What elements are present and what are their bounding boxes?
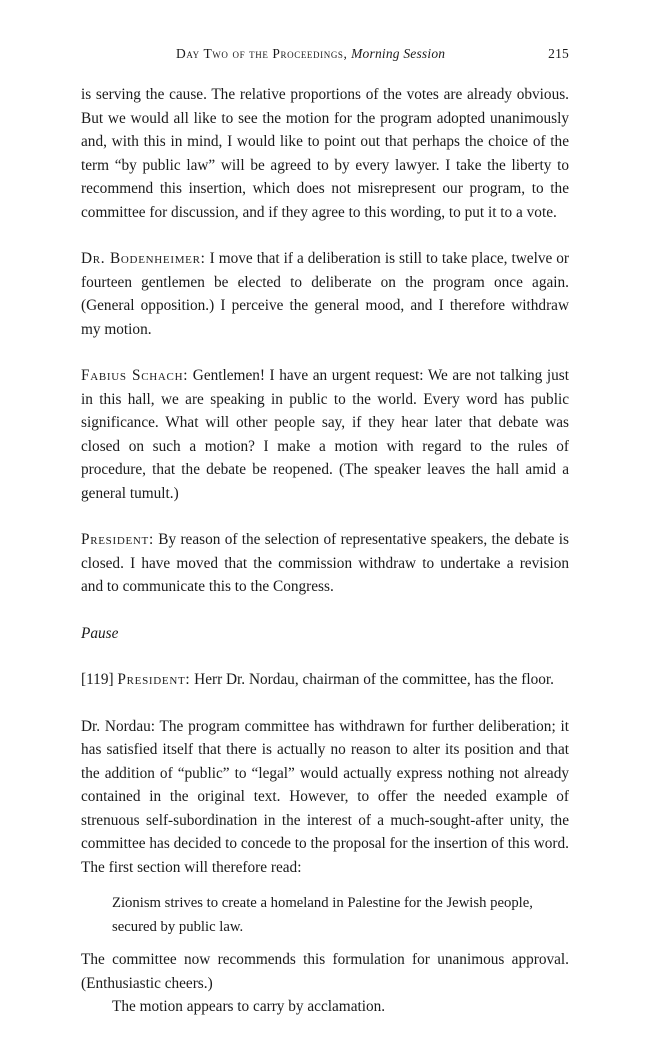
- body-text: [81, 83, 569, 1042]
- speaker-name: President:: [117, 671, 191, 688]
- page-marker: [119]: [81, 671, 114, 688]
- running-head-title-main: Day Two of the Proceedings,: [176, 46, 348, 61]
- speaker-name: Fabius Schach:: [81, 367, 189, 384]
- speech-text: The program committee has withdrawn for further deliberation; it has satisfied itself that there is actually no reason to alter its position and that the addition of “public” to “legal” would actually express nothing not already contained in the original text. However, to offer the needed example of strenuous self-subordination in the interest of a much-sought-after unity, the committee has decided to concede to the proposal for the insertion of this word. The first section will therefore read:: [81, 717, 569, 876]
- paragraph-bodenheimer: [81, 247, 569, 341]
- speaker-name: Dr. Nordau:: [81, 717, 156, 735]
- paragraph-president: [81, 528, 569, 599]
- paragraph-nordau: [81, 715, 569, 880]
- paragraph-acclamation: The motion appears to carry by acclamation.: [112, 998, 386, 1015]
- paragraph-president-floor: [81, 668, 569, 692]
- speech-text: I move that if a deliberation is still to take place, twelve or fourteen gentlemen be elected to deliberate on the program once again. (General opposition.) I perceive the general mood, and I therefore withdraw my motion.: [81, 250, 570, 338]
- running-head-title: [176, 46, 445, 62]
- paragraph-continuation: is serving the cause. The relative proportions of the votes are already obvious. But we would all like to see the motion for the program adopted unanimously and, with this in mind, I would like to point out that perhaps the choice of the term “by public law” will be agreed to by every lawyer. I take the liberty to recommend this insertion, which does not misrepresent our program, to the committee for discussion, and if they agree to this wording, to put it to a vote.: [81, 86, 569, 221]
- speech-text: Herr Dr. Nordau, chairman of the committee, has the floor.: [194, 671, 554, 688]
- page-number: 215: [548, 46, 569, 61]
- paragraph-recommendation: The committee now recommends this formulation for unanimous approval. (Enthusiastic cheers.): [81, 951, 569, 992]
- running-head-title-italic: Morning Session: [351, 46, 446, 61]
- paragraph-schach: [81, 364, 569, 505]
- speech-text: Gentlemen! I have an urgent request: We are not talking just in this hall, we are speaking in public to the world. Every word has public significance. What will other people say, if they hear later that debate was closed on such a motion? I make a motion with regard to the rules of procedure, that the debate be reopened. (The speaker leaves the hall amid a general tumult.): [81, 367, 569, 502]
- book-page: [81, 0, 570, 1015]
- stage-direction-pause: Pause: [81, 624, 119, 642]
- block-quote: Zionism strives to create a homeland in Palestine for the Jewish people, secured by public law.: [112, 895, 533, 935]
- speaker-name: Dr. Bodenheimer:: [81, 250, 206, 267]
- speaker-name: President:: [81, 531, 154, 548]
- speech-text: By reason of the selection of representative speakers, the debate is closed. I have moved that the commission withdraw to undertake a revision and to communicate this to the Congress.: [81, 531, 570, 595]
